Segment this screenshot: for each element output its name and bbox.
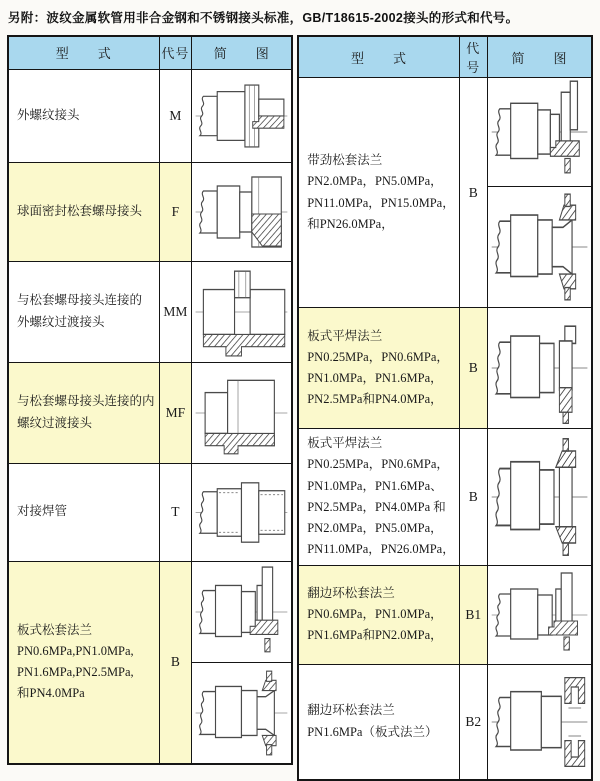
table-row — [298, 308, 592, 429]
table-row — [298, 664, 592, 780]
tables-container — [7, 35, 593, 781]
type-label: PN0.25MPa，PN0.6MPa， — [307, 349, 449, 364]
type-cell-necked-loose-flange — [298, 78, 459, 308]
code-cell: B — [159, 561, 192, 764]
table-row — [298, 78, 592, 187]
table-row — [8, 362, 292, 463]
table-row — [8, 561, 292, 662]
type-label: 与松套螺母接头连接的 — [17, 293, 143, 308]
type-label: PN1.0MPa，PN1.6MPa、 — [307, 478, 443, 493]
page-title: 另附：波纹金属软管用非合金钢和不锈钢接头标准，GB/T18615-2002接头的形式和代号。 — [8, 11, 519, 25]
diagram-butt-weld-pipe — [192, 463, 292, 561]
diagram-necked-loose-flange-b — [487, 187, 592, 308]
diagram-plate-loose-flange-b — [192, 662, 292, 764]
header-type: 型 式 — [8, 36, 159, 69]
type-label: PN2.0MPa，PN5.0MPa， — [307, 521, 443, 535]
type-cell-flared-ring-loose-flange — [298, 565, 459, 664]
type-label: 板式松套法兰 — [17, 622, 93, 637]
diagram-external-thread-adapter — [192, 261, 292, 362]
right-table — [297, 35, 593, 781]
code-cell: F — [159, 162, 192, 261]
diagram-flared-ring-loose-flange — [487, 565, 592, 664]
diagram-flared-ring-loose-flange-plate — [487, 664, 592, 780]
type-label: PN11.0MPa，PN26.0MPa， — [307, 542, 455, 557]
type-label: PN1.6MPa和PN2.0MPa， — [307, 628, 443, 643]
right-header-row — [298, 36, 592, 78]
table-row — [8, 69, 292, 162]
header-type: 型 式 — [298, 36, 459, 78]
type-label: 球面密封松套螺母接头 — [17, 203, 143, 218]
type-cell-plate-weld-flange-2 — [298, 429, 459, 566]
diagram-necked-loose-flange-a — [487, 78, 592, 187]
left-table — [7, 35, 293, 765]
table-row — [298, 429, 592, 566]
table-row — [8, 162, 292, 261]
table-row — [298, 565, 592, 664]
type-label: 板式平焊法兰 — [307, 328, 383, 343]
code-cell: M — [159, 69, 192, 162]
diagram-plate-loose-flange-a — [192, 561, 292, 662]
code-cell: B2 — [459, 664, 487, 780]
type-label: PN11.0MPa，PN15.0MPa， — [307, 195, 455, 210]
code-cell: B — [459, 78, 487, 308]
diagram-spherical-seal-swivel-nut-joint — [192, 162, 292, 261]
code-cell: T — [159, 463, 192, 561]
type-label: PN1.0MPa，PN1.6MPa， — [307, 371, 443, 385]
type-label: 螺纹过渡接头 — [17, 415, 93, 430]
code-cell: B — [459, 429, 487, 566]
diagram-internal-thread-adapter — [192, 362, 292, 463]
table-row — [8, 463, 292, 561]
type-label: PN2.0MPa，PN5.0MPa， — [307, 174, 443, 189]
type-label: 和PN4.0MPa — [17, 686, 85, 701]
code-cell: MF — [159, 362, 192, 463]
type-cell-plate-weld-flange-1 — [298, 308, 459, 429]
type-cell-external-thread-adapter — [8, 261, 159, 362]
diagram-external-thread-joint — [192, 69, 292, 162]
type-label: 与松套螺母接头连接的内 — [17, 394, 155, 409]
type-cell-external-thread-joint — [8, 69, 159, 162]
type-label: 翻边环松套法兰 — [307, 703, 395, 718]
type-label: PN0.6MPa,PN1.0MPa, — [17, 643, 134, 658]
code-cell: B1 — [459, 565, 487, 664]
table-row — [8, 261, 292, 362]
diagram-plate-weld-flange-a — [487, 308, 592, 429]
code-cell: B — [459, 308, 487, 429]
type-cell-plate-loose-flange — [8, 561, 159, 764]
header-code: 代号 — [159, 36, 192, 69]
type-label: 对接焊管 — [17, 504, 68, 519]
type-label: 翻边环松套法兰 — [307, 585, 395, 600]
type-label: 带劲松套法兰 — [307, 153, 383, 167]
type-label: PN0.6MPa，PN1.0MPa， — [307, 606, 443, 621]
type-label: PN1.6MPa（板式法兰） — [307, 724, 438, 739]
type-label: 和PN26.0MPa， — [307, 216, 394, 231]
header-diagram: 简 图 — [487, 36, 592, 78]
header-code: 代号 — [459, 36, 487, 78]
header-diagram: 简 图 — [192, 36, 292, 69]
type-cell-butt-weld-pipe — [8, 463, 159, 561]
code-cell: MM — [159, 261, 192, 362]
type-label: PN2.5MPa，PN4.0MPa 和 — [307, 499, 446, 514]
type-label: PN2.5MPa和PN4.0MPa， — [307, 392, 443, 407]
type-cell-spherical-seal-swivel-nut — [8, 162, 159, 261]
type-label: 外螺纹过渡接头 — [17, 314, 105, 329]
type-label: PN1.6MPa,PN2.5MPa, — [17, 665, 134, 679]
type-cell-flared-ring-loose-flange-plate — [298, 664, 459, 780]
diagram-plate-weld-flange-b — [487, 429, 592, 566]
left-header-row — [8, 36, 292, 69]
type-label: 板式平焊法兰 — [307, 436, 383, 450]
type-cell-internal-thread-adapter — [8, 362, 159, 463]
type-label: PN0.25MPa，PN0.6MPa， — [307, 457, 449, 472]
type-label: 外螺纹接头 — [17, 107, 80, 122]
